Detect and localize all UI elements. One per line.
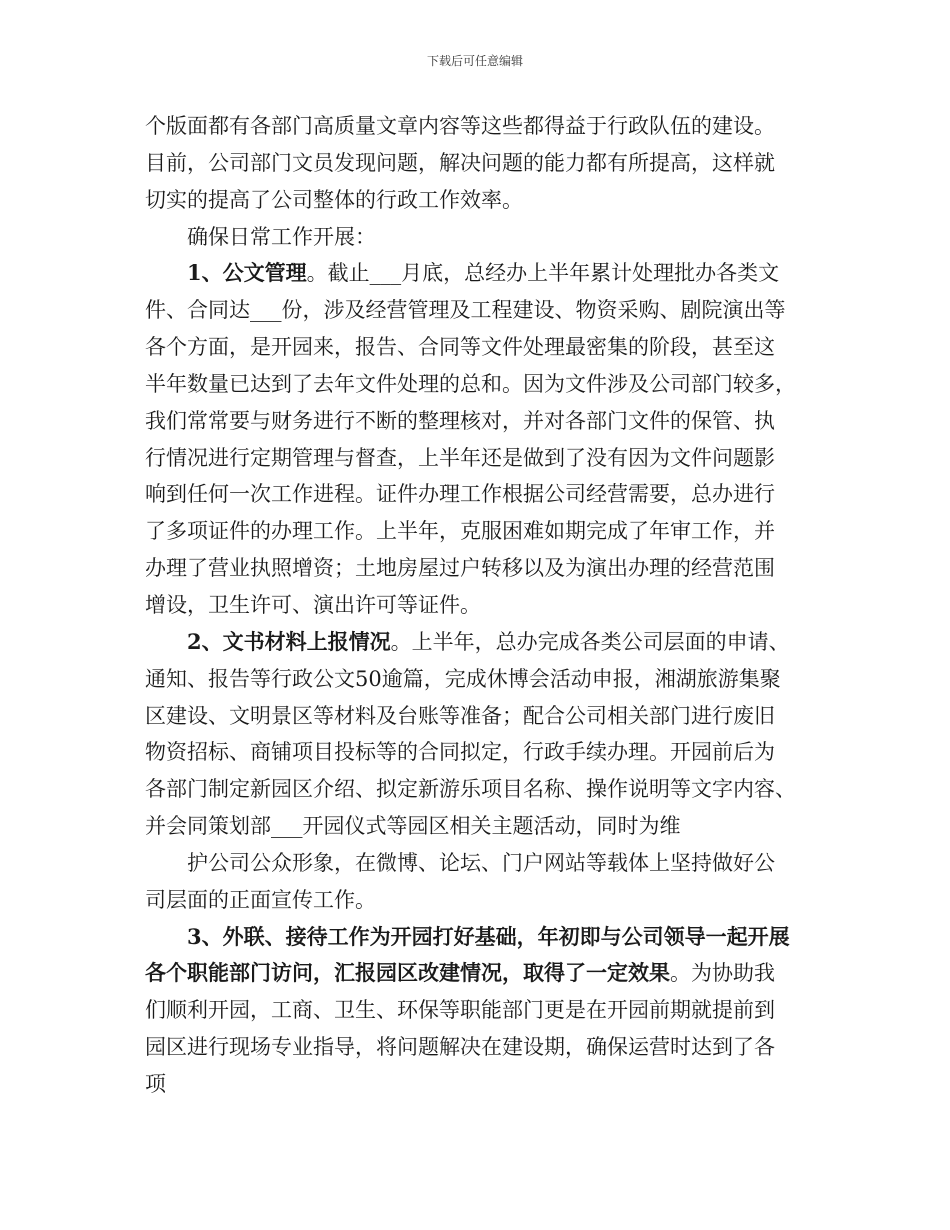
line-text: 并会同策划部___开园仪式等园区相关主题活动，同时为维 xyxy=(145,814,681,839)
line-text: 区建设、文明景区等材料及台账等准备；配合公司相关部门进行废旧 xyxy=(145,703,775,728)
text-line xyxy=(145,771,825,808)
text-line xyxy=(145,145,825,182)
text-line xyxy=(145,550,825,587)
text-line xyxy=(145,292,825,329)
text-line xyxy=(145,661,825,698)
text-line xyxy=(145,845,825,882)
line-text: 物资招标、商铺项目投标等的合同拟定，行政手续办理。开园前后为 xyxy=(145,740,775,765)
bold-heading: 各个职能部门访问，汇报园区改建情况，取得了一定效果 xyxy=(145,960,670,986)
text-line xyxy=(145,366,825,403)
text-line xyxy=(145,919,825,956)
line-text: 响到任何一次工作进程。证件办理工作根据公司经营需要，总办进行 xyxy=(145,482,775,507)
text-line xyxy=(145,808,825,845)
text-line xyxy=(145,734,825,771)
line-text: 办理了营业执照增资；土地房屋过户转移以及为演出办理的经营范围 xyxy=(145,556,775,581)
text-line xyxy=(145,587,825,624)
line-text: 切实的提高了公司整体的行政工作效率。 xyxy=(145,187,523,212)
text-line xyxy=(145,219,825,256)
text-line xyxy=(145,329,825,366)
text-line xyxy=(145,182,825,219)
text-line xyxy=(145,992,825,1029)
line-text: 我们常常要与财务进行不断的整理核对，并对各部门文件的保管、执 xyxy=(145,408,775,433)
line-text: 园区进行现场专业指导，将问题解决在建设期，确保运营时达到了各 xyxy=(145,1035,775,1060)
text-line xyxy=(145,440,825,477)
text-line xyxy=(145,476,825,513)
bold-heading: 2、文书材料上报情况 xyxy=(187,628,391,654)
line-text: 半年数量已达到了去年文件处理的总和。因为文件涉及公司部门较多， xyxy=(145,371,796,396)
text-line xyxy=(145,955,825,992)
line-text: 了多项证件的办理工作。上半年，克服困难如期完成了年审工作，并 xyxy=(145,519,775,544)
line-text: 行情况进行定期管理与督查，上半年还是做到了没有因为文件问题影 xyxy=(145,445,775,470)
text-line xyxy=(145,624,825,661)
text-line xyxy=(145,698,825,735)
line-text: 确保日常工作开展： xyxy=(187,224,376,249)
text-line xyxy=(145,255,825,292)
line-text: 。截止___月底，总经办上半年累计处理批办各类文 xyxy=(306,261,780,286)
line-text: 护公司公众形象，在微博、论坛、门户网站等载体上坚持做好公 xyxy=(187,850,775,875)
line-text: 增设，卫生许可、演出许可等证件。 xyxy=(145,592,481,617)
line-text: 。为协助我 xyxy=(670,961,775,986)
bold-heading: 3、外联、接待工作为开园打好基础，年初即与公司领导一起开展 xyxy=(187,923,790,949)
line-text: 司层面的正面宣传工作。 xyxy=(145,887,376,912)
line-text: 。上半年，总办完成各类公司层面的申请、 xyxy=(390,629,790,654)
line-text: 个版面都有各部门高质量文章内容等这些都得益于行政队伍的建设。 xyxy=(145,114,775,138)
line-text: 通知、报告等行政公文50逾篇，完成休博会活动申报，湘湖旅游集聚 xyxy=(145,666,781,691)
line-text: 件、合同达___份，涉及经营管理及工程建设、物资采购、剧院演出等 xyxy=(145,298,786,323)
line-text: 项 xyxy=(145,1071,166,1096)
text-line xyxy=(145,1029,825,1066)
text-line xyxy=(145,403,825,440)
bold-heading: 1、公文管理 xyxy=(187,260,307,286)
line-text: 各部门制定新园区介绍、拟定新游乐项目名称、操作说明等文字内容、 xyxy=(145,777,796,802)
text-line xyxy=(145,882,825,919)
line-text: 们顺利开园，工商、卫生、环保等职能部门更是在开园前期就提前到 xyxy=(145,998,775,1023)
text-line xyxy=(145,513,825,550)
text-line xyxy=(145,1066,825,1103)
text-line xyxy=(145,108,825,145)
line-text: 各个方面，是开园来，报告、合同等文件处理最密集的阶段，甚至这 xyxy=(145,335,775,360)
line-text: 目前，公司部门文员发现问题，解决问题的能力都有所提高，这样就 xyxy=(145,150,775,175)
page-header: 下载后可任意编辑 xyxy=(426,54,523,68)
document-body xyxy=(145,108,825,1103)
